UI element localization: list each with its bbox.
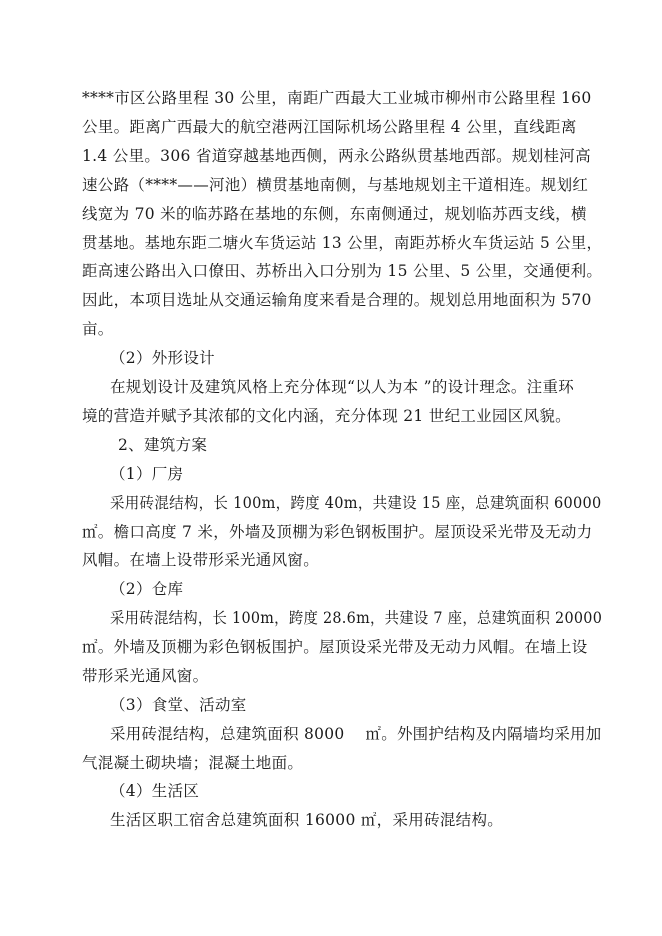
section-heading: 2、建筑方案 <box>118 436 208 454</box>
paragraph-line: 1.4 公里。306 省道穿越基地西侧，两永公路纵贯基地西部。规划桂河高 <box>82 147 591 165</box>
paragraph-line: 采用砖混结构，总建筑面积 8000 ㎡。外围护结构及内隔墙均采用加 <box>110 725 602 743</box>
paragraph-line: 境的营造并赋予其浓郁的文化内涵，充分体现 21 世纪工业园区风貌。 <box>82 407 571 425</box>
paragraph-line: 采用砖混结构，长 100m，跨度 40m，共建设 15 座，总建筑面积 60000 <box>110 494 602 512</box>
paragraph-line: ****市区公路里程 30 公里，南距广西最大工业城市柳州市公路里程 160 <box>82 89 592 107</box>
paragraph-line: 因此，本项目选址从交通运输角度来看是合理的。规划总用地面积为 570 <box>82 291 592 309</box>
section-heading: （1）厂房 <box>110 465 184 483</box>
paragraph-line: 贯基地。基地东距二塘火车货运站 13 公里，南距苏桥火车货运站 5 公里， <box>82 234 603 252</box>
section-heading: （4）生活区 <box>110 782 200 800</box>
paragraph-line: 距高速公路出入口僚田、苏桥出入口分别为 15 公里、5 公里，交通便利。 <box>82 262 603 280</box>
section-heading: （3）食堂、活动室 <box>110 696 247 714</box>
paragraph-line: 亩。 <box>82 320 114 338</box>
paragraph-line: 采用砖混结构，长 100m，跨度 28.6m，共建设 7 座，总建筑面积 20000 <box>110 609 603 627</box>
paragraph-line: ㎡。檐口高度 7 米，外墙及顶棚为彩色钢板围护。屋顶设采光带及无动力 <box>82 523 593 541</box>
paragraph-line: 公里。距离广西最大的航空港两江国际机场公路里程 4 公里，直线距离 <box>82 118 577 136</box>
paragraph-line: 在规划设计及建筑风格上充分体现“以人为本 ”的设计理念。注重环 <box>110 378 575 396</box>
paragraph-line: 气混凝土砌块墙；混凝土地面。 <box>82 754 304 772</box>
paragraph-line: 线宽为 70 米的临苏路在基地的东侧，东南侧通过，规划临苏西支线，横 <box>82 205 587 223</box>
paragraph-line: 生活区职工宿舍总建筑面积 16000 ㎡，采用砖混结构。 <box>110 811 504 829</box>
section-heading: （2）外形设计 <box>110 349 215 367</box>
paragraph-line: 风帽。在墙上设带形采光通风窗。 <box>82 551 320 569</box>
paragraph-line: 带形采光通风窗。 <box>82 667 209 685</box>
paragraph-line: 速公路（****——河池）横贯基地南侧，与基地规划主干道相连。规划红 <box>82 176 589 194</box>
section-heading: （2）仓库 <box>110 580 184 598</box>
paragraph-line: ㎡。外墙及顶棚为彩色钢板围护。屋顶设采光带及无动力风帽。在墙上设 <box>82 638 588 656</box>
